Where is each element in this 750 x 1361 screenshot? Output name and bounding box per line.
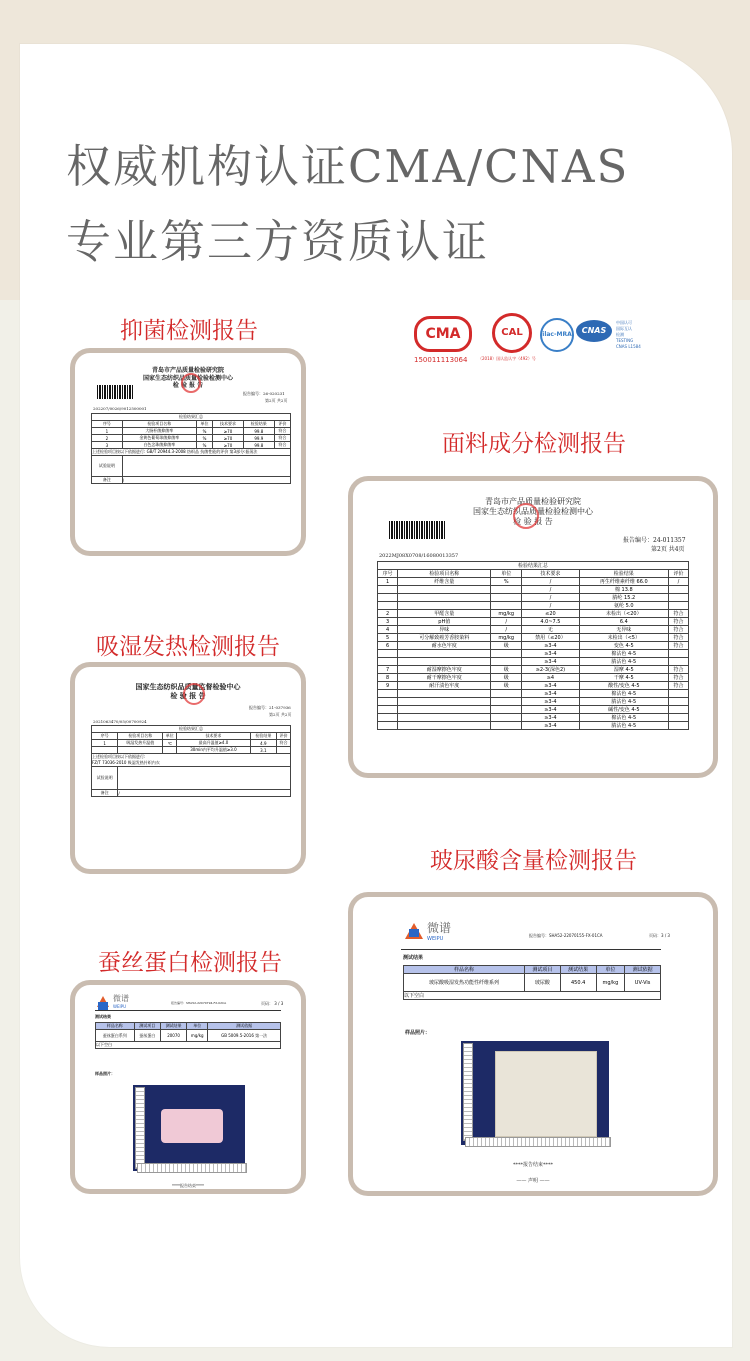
weipu-icon <box>405 923 423 939</box>
result-label: 测试结果 <box>403 955 424 961</box>
table-row: ≥3-4 碱性/变色 4-5 <box>378 706 689 714</box>
title-silk: 蚕丝蛋白检测报告 <box>98 950 282 976</box>
cal-logo: CAL （2018）国认监认字（492）号 <box>478 313 558 363</box>
table-row: ≥3-4 腈沾色 4-5 <box>378 722 689 730</box>
statement: —— 声明 —— <box>516 1178 550 1184</box>
red-stamp <box>513 503 539 529</box>
report-org1: 国家生态纺织品质量监督检验中心 <box>135 682 241 691</box>
table-row: 3 白色念珠菌抑菌率 % ≥70 99.8 符合 <box>92 442 291 449</box>
table-row: / 棉 13.8 <box>378 586 689 594</box>
barcode <box>97 385 133 399</box>
sample-photo <box>133 1085 245 1171</box>
table-row: 1 大肠杆菌抑菌率 % ≥70 99.8 符合 <box>92 428 291 435</box>
moisture-report[interactable] <box>70 662 306 874</box>
red-stamp <box>181 373 201 393</box>
report-org1: 青岛市产品质量检验研究院 <box>485 497 581 506</box>
report-no: 报告编号：24-011357 <box>623 537 686 544</box>
headline-line1: 权威机构认证CMA/CNAS <box>66 140 630 193</box>
table-row: / 腈纶 15.2 <box>378 594 689 602</box>
report-page: 第2页 共2页 <box>265 398 288 403</box>
report-serial: 2021063470/05/00700924 <box>93 719 147 724</box>
results-table: 样品名称 测试项目 测试结果 单位 测试依据 蚕丝蛋白系列 蚕丝蛋白 20070 mg/kg GB 5009.5-2016 第一法 以下空白 <box>95 1022 281 1049</box>
results-table: 样品名称 测试项目 测试结果 单位 测试依据 玻尿酸吸湿发热功能性纤维系列 玻尿酸 450.4 mg/kg UV-Vis 以下空白 <box>403 965 661 1000</box>
table-row: ≥3-4 腈沾色 4-5 <box>378 698 689 706</box>
table-row: / 氨纶 5.0 <box>378 602 689 610</box>
report-page: 页码： 3 / 3 <box>261 1001 284 1006</box>
report-title: 检 验 报 告 <box>170 690 206 700</box>
table-row: 3 pH值 / 4.0~7.5 6.4 符合 <box>378 618 689 626</box>
hyaluronic-report[interactable] <box>348 892 718 1196</box>
ruler-horizontal <box>465 1137 611 1147</box>
table-row: ≥3-4 棉沾色 4-5 <box>378 650 689 658</box>
report-serial: 2022MJ08X0708/16080013357 <box>379 553 459 559</box>
ruler-vertical <box>463 1043 473 1141</box>
summary-cell: 检验结果汇总 <box>378 562 689 570</box>
report-no: 报告编号：26-020231 <box>243 391 285 396</box>
report-org1: 青岛市产品质量检验研究院 <box>151 367 224 374</box>
summary-cell: 检验结果汇总 <box>92 414 291 421</box>
report-page: 第2页 共2页 <box>269 712 292 717</box>
report-no: 报告编号：SHA52-22070155-FX-01CA <box>529 933 603 938</box>
silk-report[interactable] <box>70 980 306 1194</box>
title-antibacterial: 抑菌检测报告 <box>120 318 258 344</box>
table-row: 玻尿酸吸湿发热功能性纤维系列 玻尿酸 450.4 mg/kg UV-Vis <box>404 974 661 992</box>
weipu-icon <box>97 996 109 1007</box>
table-row: ≥3-4 棉沾色 4-5 <box>378 714 689 722</box>
result-label: 测试结果 <box>95 1014 111 1019</box>
results-table: 检验结果汇总 序号 检验项目名称 单位 技术要求 检验结果 评价 1 吸湿发热升温值 ℃ 最高升温值≥4.0 4.9 符合 30min内平均升温值≥3.0 3.1 上述检验项目按以下依据进行: FZ/T 73036-2010 吸湿发热针织内衣 试验说明 备注 / <box>91 725 291 797</box>
table-row: 7 耐湿摩擦色牢度 级 ≥2-3(深色2) 湿摩 4-5 符合 <box>378 666 689 674</box>
report-org2: 国家生态纺织品质量检验检测中心 <box>142 374 233 382</box>
report-page: 页码：3 / 3 <box>649 933 670 938</box>
table-row: 4 异味 / 无 无异味 符合 <box>378 626 689 634</box>
ilac-logo: ilac-MRA <box>540 318 576 358</box>
sample-photo <box>461 1041 609 1145</box>
report-title: 检 验 报 告 <box>172 382 204 389</box>
ruler-horizontal <box>137 1163 247 1173</box>
photo-label: 样品照片： <box>95 1071 115 1076</box>
table-row: ≥3-4 腈沾色 4-5 <box>378 658 689 666</box>
table-row: ≥3-4 棉沾色 4-5 <box>378 690 689 698</box>
title-fabric: 面料成分检测报告 <box>442 431 626 457</box>
ruler-vertical <box>135 1087 145 1169</box>
report-title: 检 验 报 告 <box>513 517 553 526</box>
red-stamp <box>183 683 205 705</box>
table-row: 1 吸湿发热升温值 ℃ 最高升温值≥4.0 4.9 符合 <box>92 740 291 747</box>
summary-cell: 检验结果汇总 <box>92 726 291 733</box>
cnas-logo: CNAS 中国认可 国际互认 检测 TESTING CNAS L1584 <box>576 320 646 360</box>
weipu-logo: 微谱 WEIPU <box>97 993 129 1009</box>
title-hyaluronic: 玻尿酸含量检测报告 <box>430 848 637 874</box>
report-no: 报告编号：21-037936 <box>249 705 291 710</box>
report-page: 第2页 共4页 <box>651 546 685 553</box>
table-row: 2 甲醛含量 mg/kg ≤20 未检出（<20） 符合 <box>378 610 689 618</box>
table-row: 30min内平均升温值≥3.0 3.1 <box>92 747 291 754</box>
barcode <box>389 521 445 539</box>
table-row: 9 耐汗渍色牢度 级 ≥3-4 酸性/变色 4-5 符合 <box>378 682 689 690</box>
photo-label: 样品照片： <box>405 1030 431 1036</box>
title-moisture: 吸湿发热检测报告 <box>96 634 280 660</box>
table-row: 6 耐水色牢度 级 ≥3-4 变色 4-5 符合 <box>378 642 689 650</box>
report-end: ****报告结束**** <box>172 1183 204 1188</box>
report-no: 报告编号：SHA52-22070794-FX-02CA <box>171 1001 227 1005</box>
results-table: 检验结果汇总 序号 检验项目名称 单位 技术要求 检验结果 评价 1 大肠杆菌抑菌率 % ≥70 99.8 符合 2 金黄色葡萄球菌抑菌率 % ≥70 99.9 符合 3 白色念珠菌抑菌率 % ≥70 99.8 符合 上述检验项目按以下依据进行: GB/T 20944.3-2008 纺织品 抗菌性能的评价 第3部分:振荡法 试验说明 备注 / <box>91 413 291 484</box>
headline-line2: 专业第三方资质认证 <box>66 215 490 268</box>
report-org2: 国家生态纺织品质量检验检测中心 <box>473 507 593 516</box>
results-table: 检验结果汇总 序号 检验项目名称 单位 技术要求 检验结果 评价 1 纤维含量 % / 再生纤维素纤维 66.0 / / 棉 13.8 / 腈纶 15.2 / 氨纶 5.0 2 甲醛含量 mg/kg ≤20 未检出（<20） 符合 3 pH值 / 4.0~7.5 6.4 符合 4 异味 / 无 无异味 符合 5 可分解致癌芳香胺染料 mg/kg 禁用（≤20） 未检出（<5） 符合 6 耐水色牢度 级 ≥3-4 变色 4-5 符合 ≥3-4 棉沾色 4-5 ≥3-4 腈沾色 4-5 7 耐湿摩擦色牢度 级 ≥2-3(深色2) 湿摩 4-5 符合 8 耐干摩擦色牢度 级 ≥4 干摩 4-5 符合 9 耐汗渍色牢度 级 ≥3-4 酸性/变色 4-5 符合 ≥3-4 棉沾色 4-5 ≥3-4 腈沾色 4-5 ≥3-4 碱性/变色 4-5 ≥3-4 棉沾色 4-5 ≥3-4 腈沾色 4-5 <box>377 561 689 730</box>
table-row: 1 纤维含量 % / 再生纤维素纤维 66.0 / <box>378 578 689 586</box>
report-serial: 202207/0026/9012500001 <box>93 406 147 411</box>
fabric-report[interactable] <box>348 476 718 778</box>
weipu-logo: 微谱 WEIPU <box>405 919 451 942</box>
table-row: 8 耐干摩擦色牢度 级 ≥4 干摩 4-5 符合 <box>378 674 689 682</box>
cma-logo: CMA 150011113064 <box>414 316 472 366</box>
table-row: 蚕丝蛋白系列 蚕丝蛋白 20070 mg/kg GB 5009.5-2016 第一法 <box>96 1030 281 1042</box>
table-row: 5 可分解致癌芳香胺染料 mg/kg 禁用（≤20） 未检出（<5） 符合 <box>378 634 689 642</box>
report-end: ****报告结束**** <box>512 1162 553 1168</box>
antibacterial-report[interactable] <box>70 348 306 556</box>
table-row: 2 金黄色葡萄球菌抑菌率 % ≥70 99.9 符合 <box>92 435 291 442</box>
